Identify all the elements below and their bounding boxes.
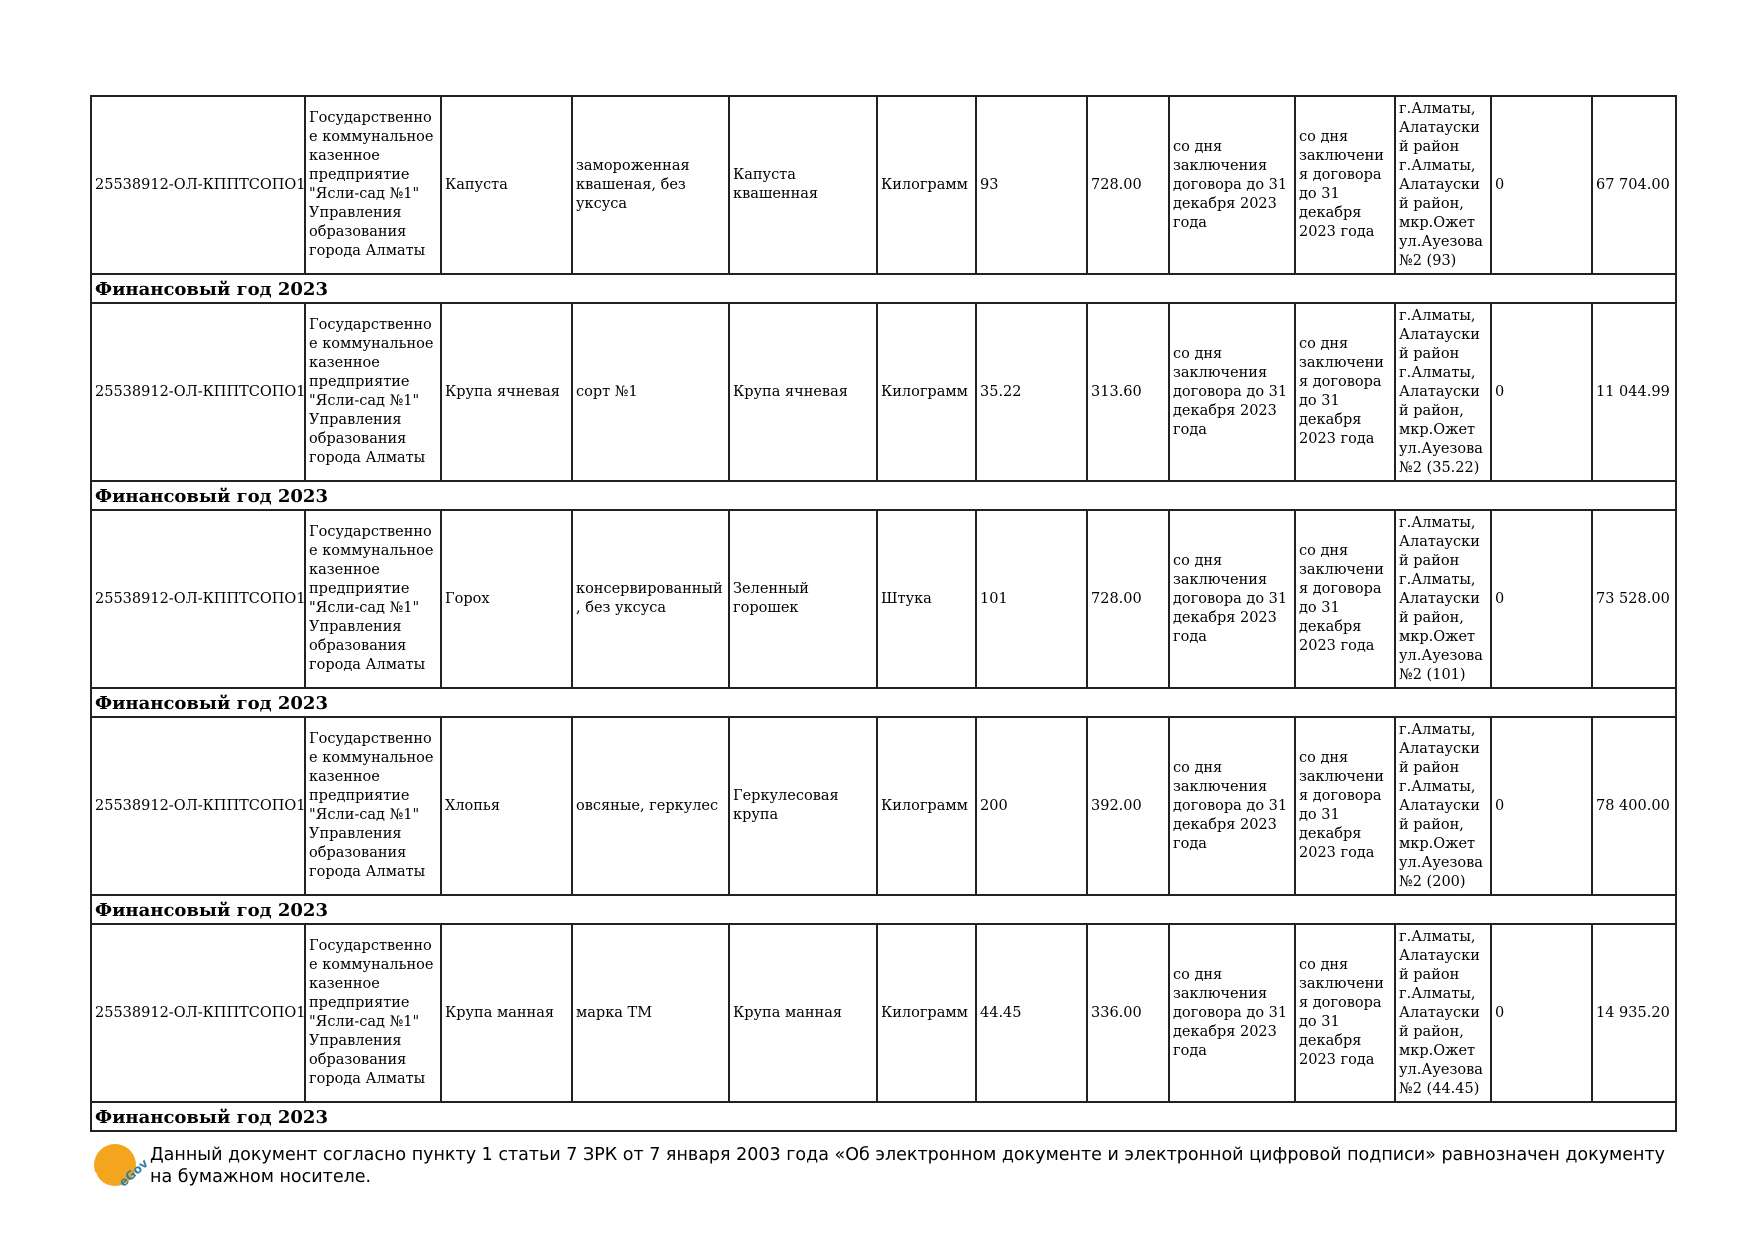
delivery-place-cell: г.Алматы, Алатауский район г.Алматы, Алатауский район, мкр.Ожет ул.Ауезова №2 (35.22) bbox=[1395, 303, 1491, 481]
delivery-term-cell: со дня заключения договора до 31 декабря 2023 года bbox=[1169, 303, 1295, 481]
additional-description-cell: Капуста квашенная bbox=[729, 96, 877, 274]
additional-description-cell: Геркулесовая крупа bbox=[729, 717, 877, 895]
contract-term-cell: со дня заключения договора до 31 декабря 2023 года bbox=[1295, 303, 1395, 481]
characteristic-cell: овсяные, геркулес bbox=[572, 717, 729, 895]
advance-percent-cell: 0 bbox=[1491, 924, 1592, 1102]
customer-cell: Государственное коммунальное казенное предприятие "Ясли-сад №1" Управления образования города Алматы bbox=[305, 510, 441, 688]
delivery-place-cell: г.Алматы, Алатауский район г.Алматы, Алатауский район, мкр.Ожет ул.Ауезова №2 (200) bbox=[1395, 717, 1491, 895]
total-sum-cell: 11 044.99 bbox=[1592, 303, 1676, 481]
unit-cell: Килограмм bbox=[877, 96, 976, 274]
fiscal-year-label: Финансовый год 2023 bbox=[91, 688, 1676, 717]
characteristic-cell: сорт №1 bbox=[572, 303, 729, 481]
customer-cell: Государственное коммунальное казенное предприятие "Ясли-сад №1" Управления образования города Алматы bbox=[305, 717, 441, 895]
unit-cell: Килограмм bbox=[877, 717, 976, 895]
lot-number-cell: 25538912-ОЛ-КППТСОПО1 bbox=[91, 924, 305, 1102]
fiscal-year-row bbox=[91, 481, 1676, 510]
procurement-table bbox=[90, 95, 1677, 1132]
lot-number-cell: 25538912-ОЛ-КППТСОПО1 bbox=[91, 96, 305, 274]
advance-percent-cell: 0 bbox=[1491, 96, 1592, 274]
customer-cell: Государственное коммунальное казенное предприятие "Ясли-сад №1" Управления образования города Алматы bbox=[305, 96, 441, 274]
contract-term-cell: со дня заключения договора до 31 декабря 2023 года bbox=[1295, 924, 1395, 1102]
fiscal-year-row bbox=[91, 688, 1676, 717]
item-name-cell: Хлопья bbox=[441, 717, 572, 895]
quantity-cell: 35.22 bbox=[976, 303, 1087, 481]
advance-percent-cell: 0 bbox=[1491, 510, 1592, 688]
item-name-cell: Капуста bbox=[441, 96, 572, 274]
table-row bbox=[91, 510, 1676, 688]
contract-term-cell: со дня заключения договора до 31 декабря 2023 года bbox=[1295, 96, 1395, 274]
table-row bbox=[91, 96, 1676, 274]
total-sum-cell: 78 400.00 bbox=[1592, 717, 1676, 895]
delivery-term-cell: со дня заключения договора до 31 декабря 2023 года bbox=[1169, 96, 1295, 274]
signature-footer bbox=[92, 1142, 1682, 1202]
advance-percent-cell: 0 bbox=[1491, 303, 1592, 481]
delivery-place-cell: г.Алматы, Алатауский район г.Алматы, Алатауский район, мкр.Ожет ул.Ауезова №2 (93) bbox=[1395, 96, 1491, 274]
lot-number-cell: 25538912-ОЛ-КППТСОПО1 bbox=[91, 717, 305, 895]
item-name-cell: Крупа манная bbox=[441, 924, 572, 1102]
delivery-place-cell: г.Алматы, Алатауский район г.Алматы, Алатауский район, мкр.Ожет ул.Ауезова №2 (44.45) bbox=[1395, 924, 1491, 1102]
unit-cell: Штука bbox=[877, 510, 976, 688]
table-row bbox=[91, 303, 1676, 481]
quantity-cell: 200 bbox=[976, 717, 1087, 895]
unit-cell: Килограмм bbox=[877, 303, 976, 481]
contract-term-cell: со дня заключения договора до 31 декабря 2023 года bbox=[1295, 510, 1395, 688]
fiscal-year-label: Финансовый год 2023 bbox=[91, 481, 1676, 510]
item-name-cell: Крупа ячневая bbox=[441, 303, 572, 481]
quantity-cell: 44.45 bbox=[976, 924, 1087, 1102]
unit-cell: Килограмм bbox=[877, 924, 976, 1102]
price-cell: 728.00 bbox=[1087, 510, 1169, 688]
egov-logo-icon bbox=[92, 1142, 152, 1192]
total-sum-cell: 73 528.00 bbox=[1592, 510, 1676, 688]
fiscal-year-row bbox=[91, 1102, 1676, 1131]
delivery-term-cell: со дня заключения договора до 31 декабря 2023 года bbox=[1169, 924, 1295, 1102]
table-row bbox=[91, 924, 1676, 1102]
price-cell: 392.00 bbox=[1087, 717, 1169, 895]
customer-cell: Государственное коммунальное казенное предприятие "Ясли-сад №1" Управления образования города Алматы bbox=[305, 303, 441, 481]
additional-description-cell: Крупа ячневая bbox=[729, 303, 877, 481]
delivery-term-cell: со дня заключения договора до 31 декабря 2023 года bbox=[1169, 717, 1295, 895]
fiscal-year-label: Финансовый год 2023 bbox=[91, 274, 1676, 303]
fiscal-year-row bbox=[91, 274, 1676, 303]
total-sum-cell: 67 704.00 bbox=[1592, 96, 1676, 274]
fiscal-year-row bbox=[91, 895, 1676, 924]
contract-term-cell: со дня заключения договора до 31 декабря 2023 года bbox=[1295, 717, 1395, 895]
characteristic-cell: замороженная квашеная, без уксуса bbox=[572, 96, 729, 274]
price-cell: 336.00 bbox=[1087, 924, 1169, 1102]
fiscal-year-label: Финансовый год 2023 bbox=[91, 1102, 1676, 1131]
price-cell: 313.60 bbox=[1087, 303, 1169, 481]
additional-description-cell: Крупа манная bbox=[729, 924, 877, 1102]
advance-percent-cell: 0 bbox=[1491, 717, 1592, 895]
lot-number-cell: 25538912-ОЛ-КППТСОПО1 bbox=[91, 303, 305, 481]
legal-notice: Данный документ согласно пункту 1 статьи 7 ЗРК от 7 января 2003 года «Об электронном документе и электронной цифровой подписи» равнозначен документу на бумажном носителе. bbox=[150, 1145, 1666, 1187]
lot-number-cell: 25538912-ОЛ-КППТСОПО1 bbox=[91, 510, 305, 688]
characteristic-cell: марка ТМ bbox=[572, 924, 729, 1102]
svg-text:eGov: eGov bbox=[116, 1156, 152, 1190]
delivery-term-cell: со дня заключения договора до 31 декабря 2023 года bbox=[1169, 510, 1295, 688]
additional-description-cell: Зеленный горошек bbox=[729, 510, 877, 688]
quantity-cell: 101 bbox=[976, 510, 1087, 688]
price-cell: 728.00 bbox=[1087, 96, 1169, 274]
delivery-place-cell: г.Алматы, Алатауский район г.Алматы, Алатауский район, мкр.Ожет ул.Ауезова №2 (101) bbox=[1395, 510, 1491, 688]
customer-cell: Государственное коммунальное казенное предприятие "Ясли-сад №1" Управления образования города Алматы bbox=[305, 924, 441, 1102]
characteristic-cell: консервированный, без уксуса bbox=[572, 510, 729, 688]
fiscal-year-label: Финансовый год 2023 bbox=[91, 895, 1676, 924]
table-row bbox=[91, 717, 1676, 895]
item-name-cell: Горох bbox=[441, 510, 572, 688]
quantity-cell: 93 bbox=[976, 96, 1087, 274]
total-sum-cell: 14 935.20 bbox=[1592, 924, 1676, 1102]
